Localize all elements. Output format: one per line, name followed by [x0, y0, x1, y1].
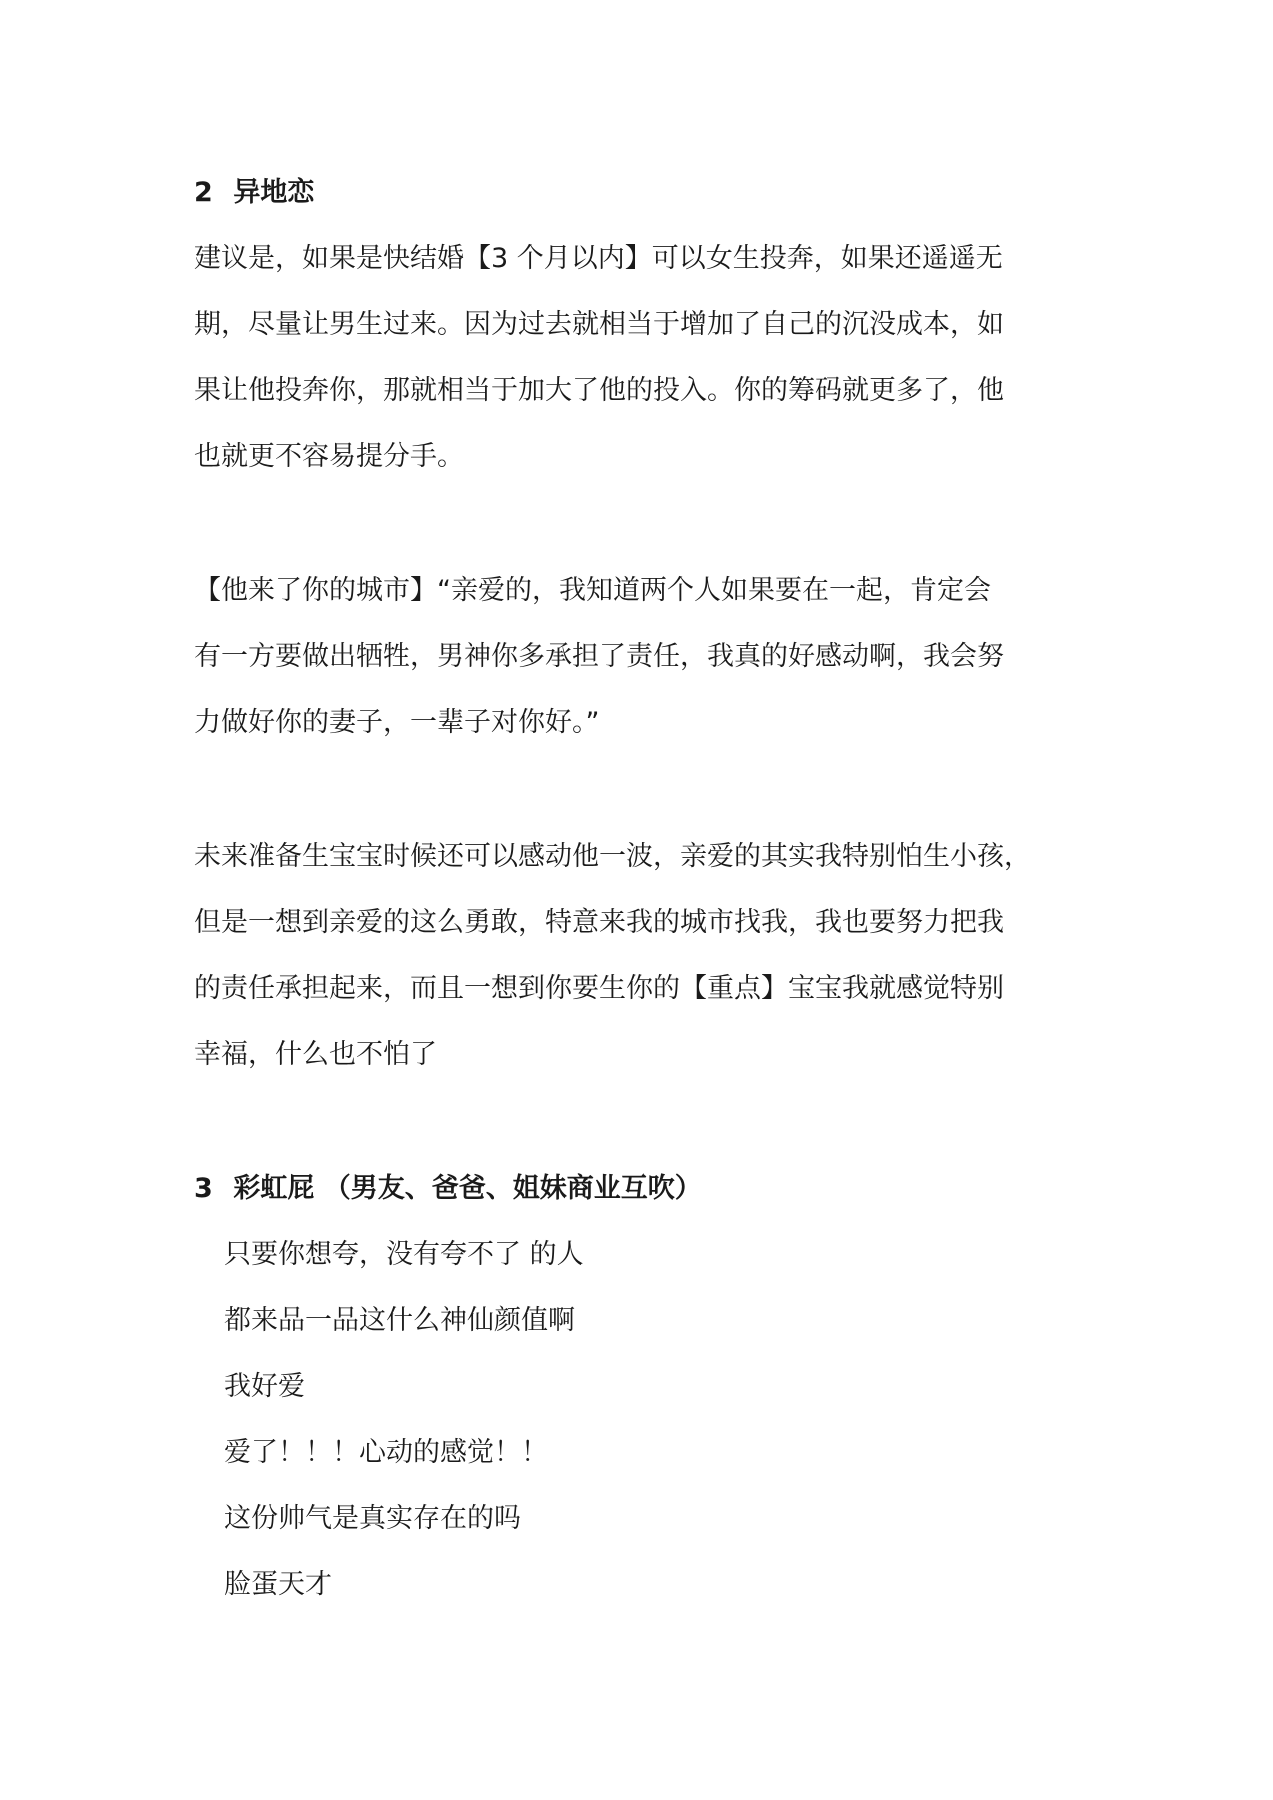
paragraph-line: 未来准备生宝宝时候还可以感动他一波，亲爱的其实我特别怕生小孩， [194, 841, 1031, 872]
section-2-number: 2 [194, 177, 213, 208]
list-item: 这份帅气是真实存在的吗 [224, 1503, 521, 1534]
paragraph-line: 【他来了你的城市】“亲爱的，我知道两个人如果要在一起，肯定会 [194, 575, 991, 606]
section-2-paragraph-1 [194, 226, 1094, 490]
paragraph-line: 幸福，什么也不怕了 [194, 1039, 437, 1070]
paragraph-line: 期，尽量让男生过来。因为过去就相当于增加了自己的沉没成本，如 [194, 309, 1004, 340]
section-3-title: 彩虹屁 （男友、爸爸、姐妹商业互吹） [233, 1173, 702, 1204]
paragraph-line: 有一方要做出牺牲，男神你多承担了责任，我真的好感动啊，我会努 [194, 641, 1004, 672]
spacer [194, 1088, 1094, 1156]
spacer [194, 756, 1094, 824]
paragraph-line: 果让他投奔你，那就相当于加大了他的投入。你的筹码就更多了，他 [194, 375, 1004, 406]
compliment-list [194, 1222, 1094, 1618]
paragraph-line: 但是一想到亲爱的这么勇敢，特意来我的城市找我，我也要努力把我 [194, 907, 1004, 938]
list-item: 只要你想夸，没有夸不了 的人 [224, 1239, 584, 1270]
paragraph-line: 建议是，如果是快结婚【3 个月以内】可以女生投奔，如果还遥遥无 [194, 243, 1003, 274]
paragraph-line: 力做好你的妻子，一辈子对你好。” [194, 707, 600, 738]
document-content [194, 160, 1094, 1618]
section-3-number: 3 [194, 1173, 213, 1204]
section-2-paragraph-3 [194, 824, 1094, 1088]
section-2-heading [194, 160, 1094, 226]
list-item: 都来品一品这什么神仙颜值啊 [224, 1305, 575, 1336]
paragraph-line: 的责任承担起来，而且一想到你要生你的【重点】宝宝我就感觉特别 [194, 973, 1004, 1004]
list-item: 爱了！！！心动的感觉！！ [224, 1437, 548, 1468]
list-item: 我好爱 [224, 1371, 305, 1402]
list-item: 脸蛋天才 [224, 1569, 332, 1600]
section-3-heading [194, 1156, 1094, 1222]
paragraph-line: 也就更不容易提分手。 [194, 441, 464, 472]
section-2-paragraph-2 [194, 558, 1094, 756]
spacer [194, 490, 1094, 558]
section-2-title: 异地恋 [233, 177, 315, 208]
